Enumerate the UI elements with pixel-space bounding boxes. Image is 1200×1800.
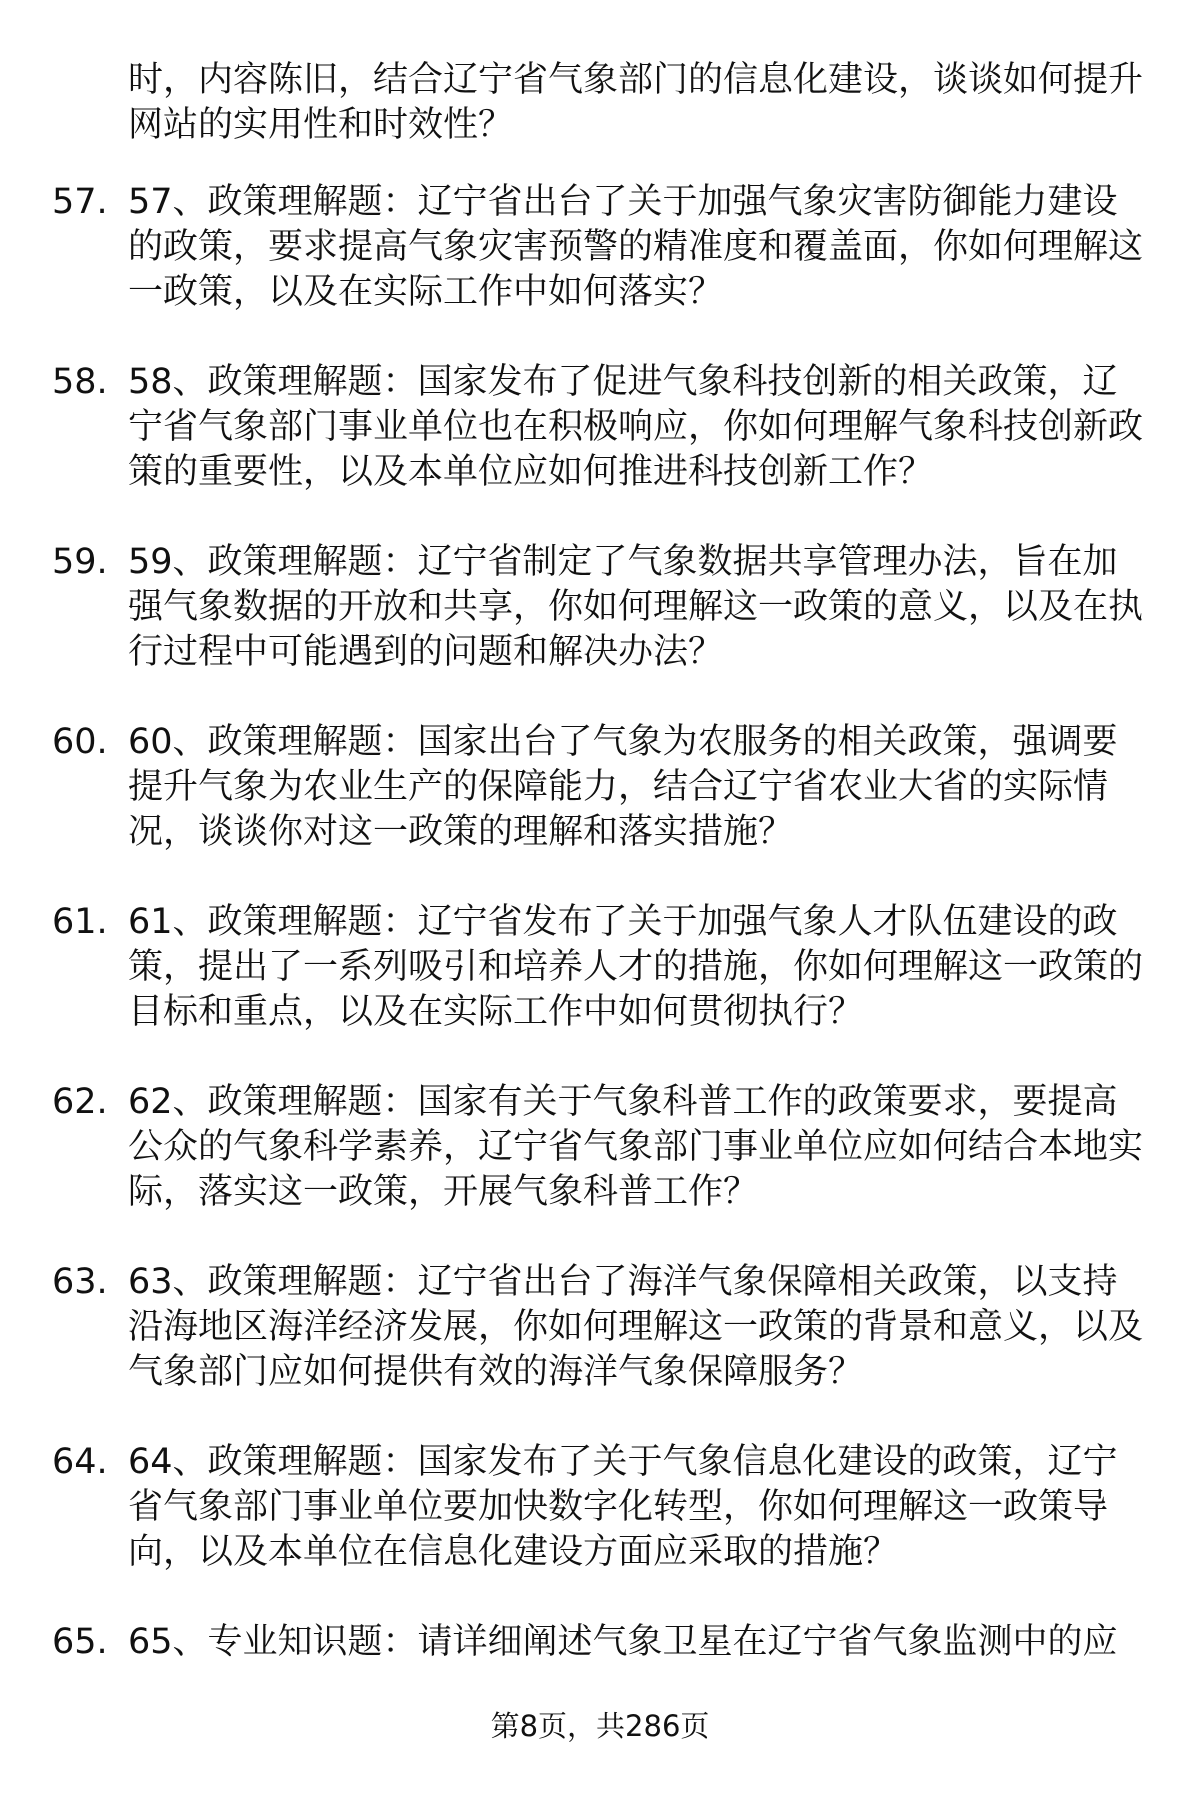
question-text: 61、政策理解题：辽宁省发布了关于加强气象人才队伍建设的政策，提出了一系列吸引和培养人才的措施，你如何理解这一政策的目标和重点，以及在实际工作中如何贯彻执行？ bbox=[128, 902, 1144, 1032]
list-item-59 bbox=[0, 540, 1200, 675]
list-item-63 bbox=[0, 1260, 1200, 1395]
question-list bbox=[0, 180, 1200, 1800]
question-text: 62、政策理解题：国家有关于气象科普工作的政策要求，要提高公众的气象科学素养，辽宁省气象部门事业单位应如何结合本地实际，落实这一政策，开展气象科普工作？ bbox=[128, 1082, 1144, 1212]
question-text: 65、专业知识题：请详细阐述气象卫星在辽宁省气象监测中的应 bbox=[128, 1622, 1118, 1662]
list-number: 61. bbox=[52, 902, 108, 942]
question-text: 64、政策理解题：国家发布了关于气象信息化建设的政策，辽宁省气象部门事业单位要加快数字化转型，你如何理解这一政策导向，以及本单位在信息化建设方面应采取的措施？ bbox=[128, 1442, 1118, 1572]
question-text: 60、政策理解题：国家出台了气象为农服务的相关政策，强调要提升气象为农业生产的保障能力，结合辽宁省农业大省的实际情况，谈谈你对这一政策的理解和落实措施？ bbox=[128, 722, 1118, 852]
list-item-61 bbox=[0, 900, 1200, 1035]
question-text: 59、政策理解题：辽宁省制定了气象数据共享管理办法，旨在加强气象数据的开放和共享，你如何理解这一政策的意义，以及在执行过程中可能遇到的问题和解决办法？ bbox=[128, 542, 1144, 672]
question-text: 58、政策理解题：国家发布了促进气象科技创新的相关政策，辽宁省气象部门事业单位也在积极响应，你如何理解气象科技创新政策的重要性，以及本单位应如何推进科技创新工作？ bbox=[128, 362, 1144, 492]
continued-question-text: 时，内容陈旧，结合辽宁省气象部门的信息化建设，谈谈如何提升网站的实用性和时效性？ bbox=[128, 60, 1144, 145]
list-item-62 bbox=[0, 1080, 1200, 1215]
page-footer: 第8页，共286页 bbox=[490, 1709, 710, 1743]
question-text: 57、政策理解题：辽宁省出台了关于加强气象灾害防御能力建设的政策，要求提高气象灾害预警的精准度和覆盖面，你如何理解这一政策，以及在实际工作中如何落实？ bbox=[128, 182, 1144, 312]
list-number: 59. bbox=[52, 542, 108, 582]
question-text: 63、政策理解题：辽宁省出台了海洋气象保障相关政策，以支持沿海地区海洋经济发展，你如何理解这一政策的背景和意义，以及气象部门应如何提供有效的海洋气象保障服务？ bbox=[128, 1262, 1144, 1392]
list-number: 58. bbox=[52, 362, 108, 402]
list-number: 62. bbox=[52, 1082, 108, 1122]
list-item-64 bbox=[0, 1440, 1200, 1575]
list-number: 60. bbox=[52, 722, 108, 762]
list-item-60 bbox=[0, 720, 1200, 855]
list-number: 57. bbox=[52, 182, 108, 222]
list-number: 64. bbox=[52, 1442, 108, 1482]
list-number: 65. bbox=[52, 1622, 108, 1662]
list-number: 63. bbox=[52, 1262, 108, 1302]
list-item-58 bbox=[0, 360, 1200, 495]
list-item-57 bbox=[0, 180, 1200, 315]
